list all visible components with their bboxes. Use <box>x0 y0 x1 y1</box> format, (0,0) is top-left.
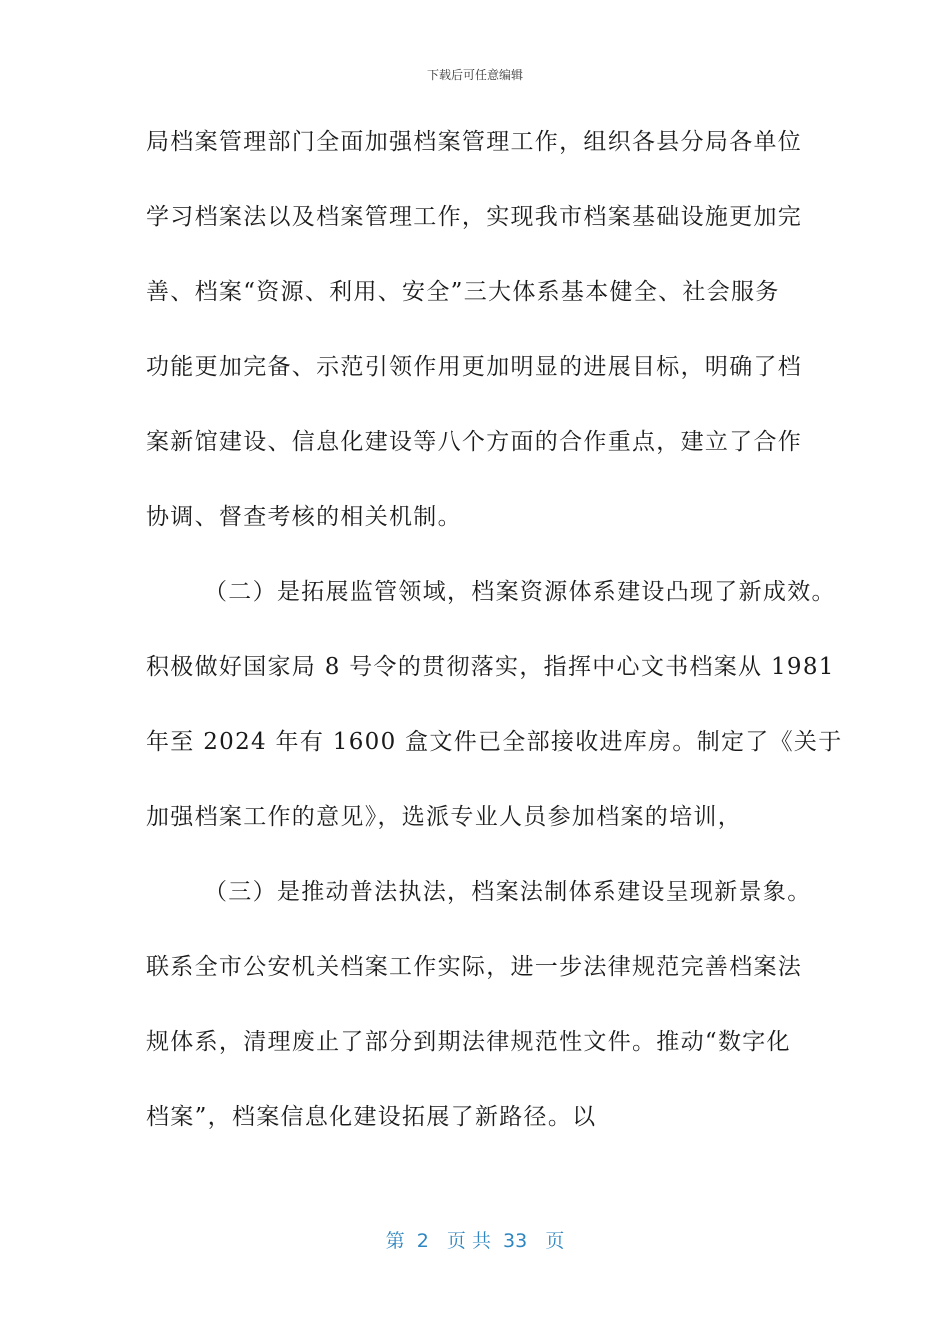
paragraph-line: 加强档案工作的意见》，选派专业人员参加档案的培训， <box>146 804 742 830</box>
paragraph-line: 联系全市公安机关档案工作实际，进一步法律规范完善档案法 <box>146 954 803 980</box>
paragraph-line: 局档案管理部门全面加强档案管理工作，组织各县分局各单位 <box>146 129 803 155</box>
section-heading-3: （三）是推动普法执法，档案法制体系建设呈现新景象。 <box>204 879 812 905</box>
paragraph-line: 积极做好国家局 8 号令的贯彻落实，指挥中心文书档案从 1981 <box>146 654 835 680</box>
paragraph-line: 年至 2024 年有 1600 盒文件已全部接收进库房。制定了《关于 <box>146 729 843 755</box>
paragraph-line: 功能更加完备、示范引领作用更加明显的进展目标，明确了档 <box>146 354 803 380</box>
header-note: 下载后可任意编辑 <box>426 68 523 82</box>
paragraph-line: 档案”，档案信息化建设拓展了新路径。以 <box>146 1104 597 1130</box>
paragraph-line: 协调、督查考核的相关机制。 <box>146 504 462 530</box>
paragraph-line: 案新馆建设、信息化建设等八个方面的合作重点，建立了合作 <box>146 429 803 455</box>
section-heading-2: （二）是拓展监管领域，档案资源体系建设凸现了新成效。 <box>204 579 836 605</box>
page-number-footer: 第 2 页 共 33 页 <box>385 1230 565 1252</box>
paragraph-line: 学习档案法以及档案管理工作，实现我市档案基础设施更加完 <box>146 204 803 230</box>
paragraph-line: 规体系，清理废止了部分到期法律规范性文件。推动“数字化 <box>146 1029 791 1055</box>
paragraph-line: 善、档案“资源、利用、安全”三大体系基本健全、社会服务 <box>146 279 780 305</box>
